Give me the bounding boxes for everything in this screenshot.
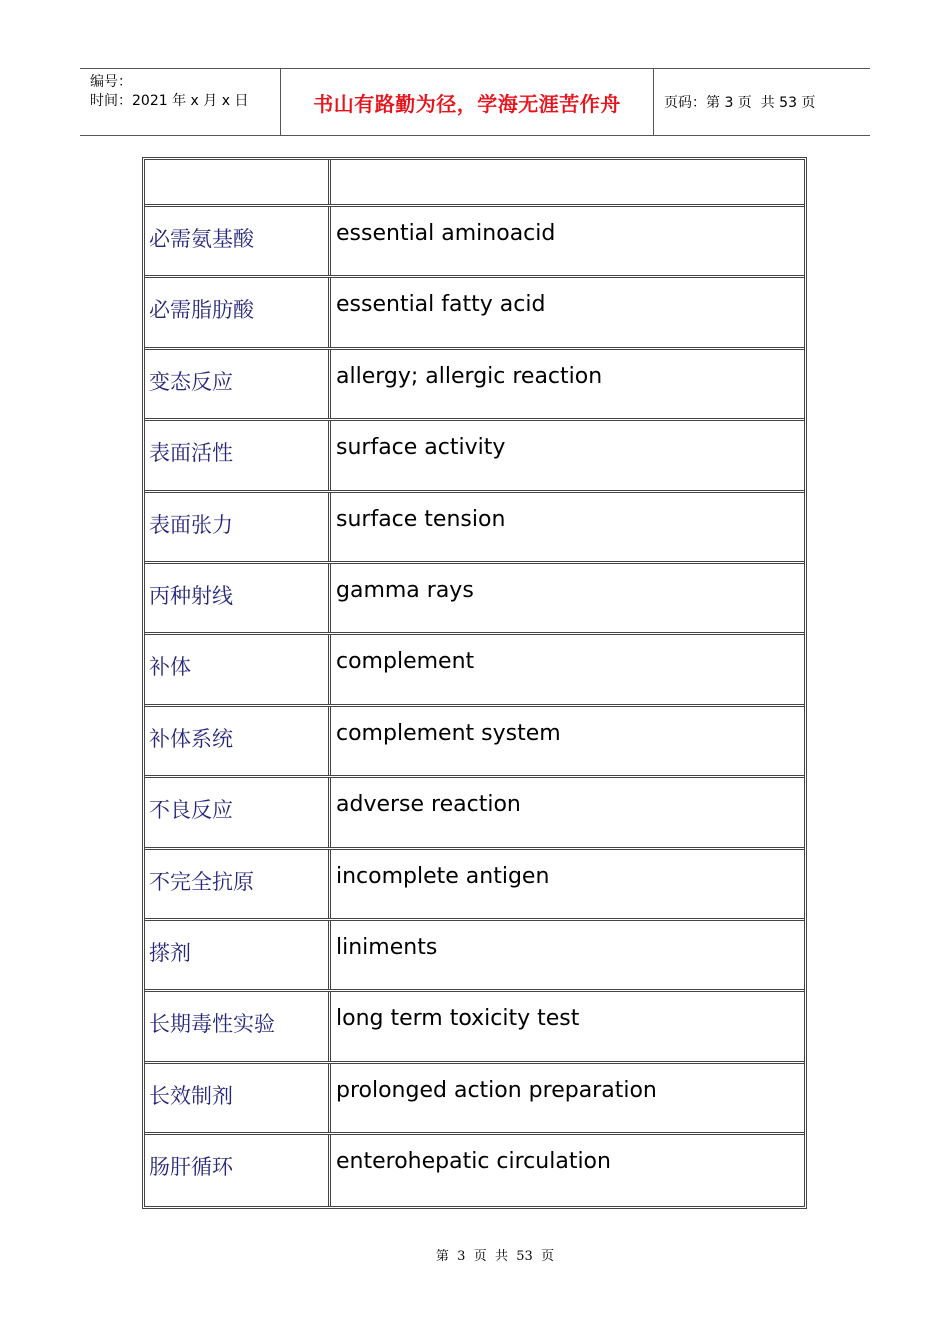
term-zh: 搽剂 bbox=[145, 921, 331, 989]
term-en: incomplete antigen bbox=[336, 863, 550, 889]
header-meta bbox=[80, 69, 281, 135]
term-en: surface activity bbox=[336, 435, 506, 461]
term-zh: 长期毒性实验 bbox=[145, 992, 331, 1060]
table-row bbox=[145, 1135, 804, 1206]
header-cell-zh bbox=[145, 160, 331, 204]
term-zh: 必需脂肪酸 bbox=[145, 278, 331, 346]
term-en: allergy; allergic reaction bbox=[336, 363, 603, 389]
table-row bbox=[145, 1064, 804, 1135]
header-page-info: 页码：第 3 页 共 53 页 bbox=[664, 95, 816, 111]
term-en: essential fatty acid bbox=[336, 292, 546, 318]
term-en: complement bbox=[336, 649, 475, 675]
term-en: long term toxicity test bbox=[336, 1006, 580, 1032]
page-footer: 第 3 页 共 53 页 bbox=[435, 1249, 555, 1264]
term-en: complement system bbox=[336, 720, 561, 746]
term-zh: 变态反应 bbox=[145, 350, 331, 418]
term-en: gamma rays bbox=[336, 577, 474, 603]
term-zh: 不良反应 bbox=[145, 778, 331, 846]
term-zh: 不完全抗原 bbox=[145, 850, 331, 918]
date-label: 时间：2021 年 x 月 x 日 bbox=[90, 93, 249, 109]
table-row bbox=[145, 850, 804, 921]
term-zh: 补体系统 bbox=[145, 707, 331, 775]
table-row bbox=[145, 635, 804, 706]
glossary-table bbox=[142, 157, 807, 1209]
term-en: adverse reaction bbox=[336, 792, 521, 818]
table-row bbox=[145, 421, 804, 492]
table-row bbox=[145, 493, 804, 564]
term-en: surface tension bbox=[336, 506, 506, 532]
term-zh: 必需氨基酸 bbox=[145, 207, 331, 275]
table-row bbox=[145, 707, 804, 778]
term-en: prolonged action preparation bbox=[336, 1077, 657, 1103]
page-header bbox=[80, 68, 870, 136]
term-zh: 长效制剂 bbox=[145, 1064, 331, 1132]
table-row bbox=[145, 350, 804, 421]
table-row bbox=[145, 278, 804, 349]
term-en: essential aminoacid bbox=[336, 221, 556, 246]
term-en: liniments bbox=[336, 934, 438, 960]
table-row bbox=[145, 921, 804, 992]
table-row bbox=[145, 992, 804, 1063]
term-zh: 表面活性 bbox=[145, 421, 331, 489]
term-zh: 表面张力 bbox=[145, 493, 331, 561]
term-zh: 丙种射线 bbox=[145, 564, 331, 632]
table-row bbox=[145, 207, 804, 278]
header-cell-en bbox=[331, 160, 804, 204]
code-label: 编号： bbox=[90, 74, 132, 90]
table-row bbox=[145, 564, 804, 635]
term-zh: 肠肝循环 bbox=[145, 1135, 331, 1206]
term-zh: 补体 bbox=[145, 635, 331, 703]
term-en: enterohepatic circulation bbox=[336, 1149, 611, 1175]
header-motto: 书山有路勤为径，学海无涯苦作舟 bbox=[281, 69, 654, 135]
table-header-row bbox=[145, 160, 804, 207]
table-row bbox=[145, 778, 804, 849]
